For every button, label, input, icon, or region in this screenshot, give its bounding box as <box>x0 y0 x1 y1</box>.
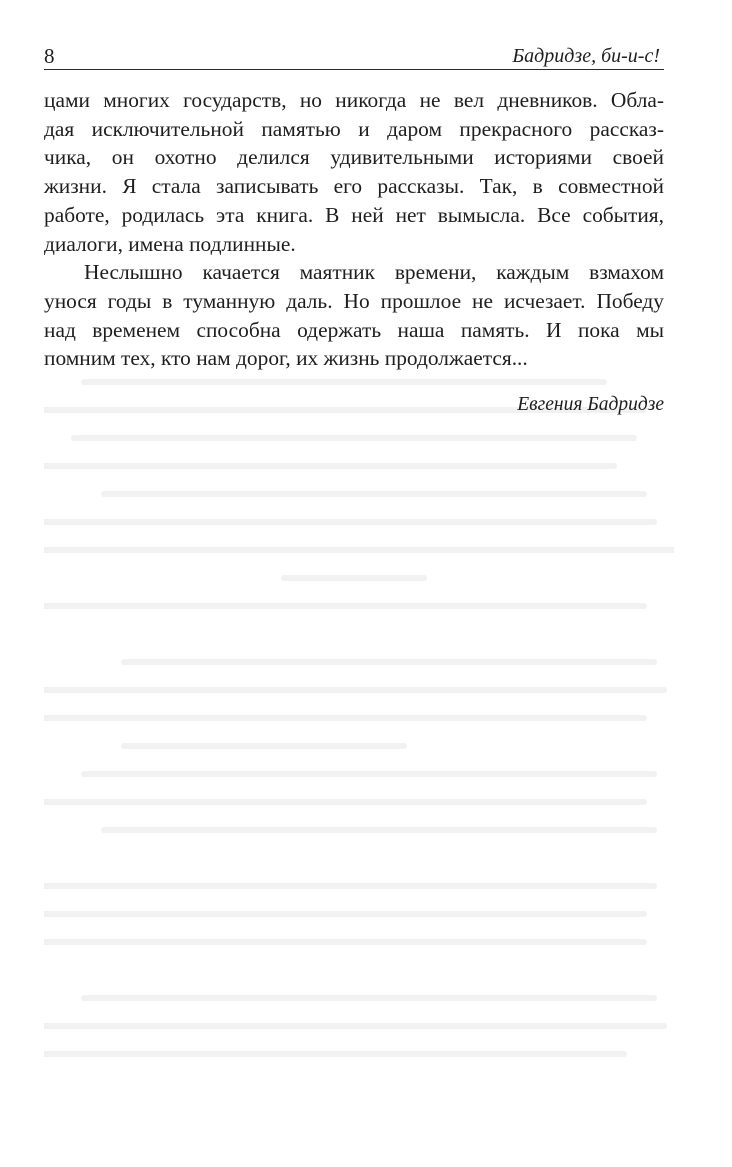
text-line: чика, он охотно делился удивительными историями своей <box>44 145 664 170</box>
running-head <box>44 44 664 68</box>
paragraph-2 <box>44 258 664 373</box>
show-through-texture <box>44 372 674 1072</box>
text-line: диалоги, имена подлинные. <box>44 231 296 256</box>
body-text <box>44 86 664 373</box>
text-line: работе, родилась эта книга. В ней нет вымысла. Все события, <box>44 202 664 227</box>
text-line: жизни. Я стала записывать его рассказы. Так, в совместной <box>44 174 664 199</box>
text-line: дая исключительной памятью и даром прекрасного рассказ- <box>44 116 664 141</box>
header-rule <box>44 69 664 70</box>
text-line: унося годы в туманную даль. Но прошлое не исчезает. Победу <box>44 288 664 313</box>
text-line: Неслышно качается маятник времени, каждым взмахом <box>84 260 664 285</box>
paragraph-1 <box>44 86 664 258</box>
running-title: Бадридзе, би-и-с! <box>512 45 660 67</box>
text-line: цами многих государств, но никогда не вел дневников. Обла- <box>44 88 664 112</box>
page-number: 8 <box>44 44 55 68</box>
author-signature: Евгения Бадридзе <box>517 394 664 415</box>
text-line: над временем способна одержать наша память. И пока мы <box>44 317 664 342</box>
text-line: помним тех, кто нам дорог, их жизнь продолжается... <box>44 346 528 371</box>
